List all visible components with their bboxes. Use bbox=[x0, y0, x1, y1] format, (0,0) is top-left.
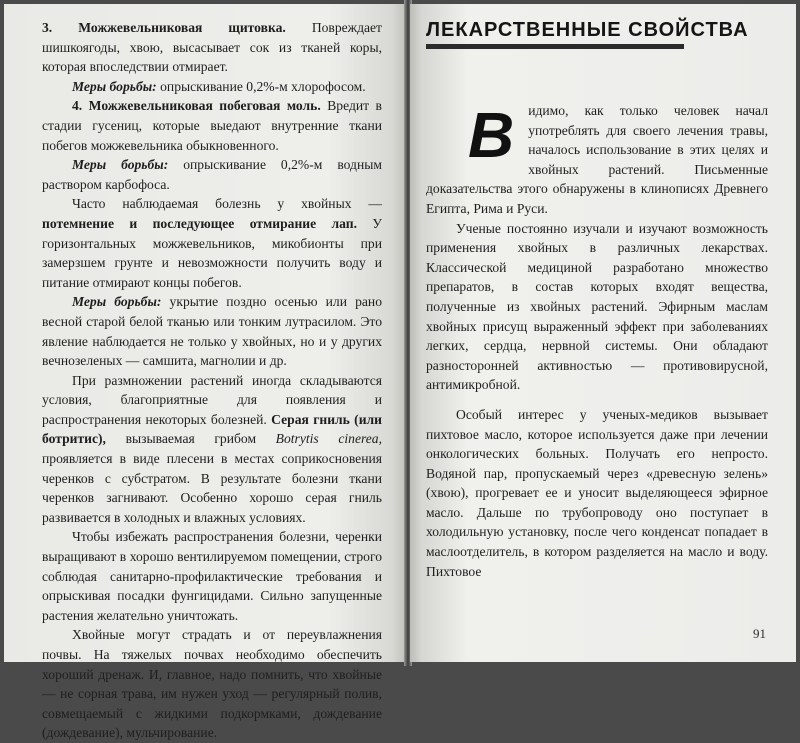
page-number: 91 bbox=[753, 626, 766, 641]
paragraph: 3. Можжевельниковая щитовка. Повреждает шишкоягоды, хвою, высасывает сок из тканей коры, которая впоследствии отмирает. bbox=[42, 20, 382, 75]
paragraph: Меры борьбы: опрыскивание 0,2%-м водным раствором карбофоса. bbox=[42, 157, 382, 192]
paragraph: Чтобы избежать распространения болезни, черенки выращивают в хорошо вентилируемом помещении, строго соблюдая санитарно-профилактические требования и опрыскивая посадки фунгицидами. Сильно запущенные растения желательно уничтожать. bbox=[42, 529, 382, 623]
paragraph: Ученые постоянно изучали и изучают возможность применения хвойных в различных лекарствах. Классической медициной разработано множество препаратов, в состав которых входят вещества, полученные из хвойных растений. Эфирным маслам хвойных присущ выраженный эффект при заболеваниях легких, сердца, нервной системы. Они обладают разносторонней активностью — противовирусной, антимикробной. bbox=[426, 220, 768, 393]
drop-cap: В bbox=[468, 99, 515, 171]
heading-underline bbox=[426, 44, 684, 49]
paragraph: Особый интерес у ученых-медиков вызывает пихтовое масло, которое используется даже при лечении онкологических больных. Получать его непросто. Водяной пар, пропускаемый через «древесную зелень» (хвою), прогревает ее и уносит выделяющееся эфирное масло. Дальше по трубопроводу оно поступает в холодильную установку, после чего конденсат попадает в маслоотделитель, в котором разделяется на масло и воду. Пихтовое bbox=[426, 406, 768, 579]
intro-block bbox=[426, 101, 768, 219]
paragraph: Хвойные могут страдать и от переувлажнения почвы. На тяжелых почвах необходимо обеспечить хороший дренаж. И, главное, надо помнить, что хвойные — не сорная трава, им нужен уход — регулярный полив, совмещаемый с жидкими подкормками, дождевание (дождевание), мульчирование. bbox=[42, 627, 382, 741]
paragraph: Часто наблюдаемая болезнь у хвойных — потемнение и последующее отмирание лап. У горизонтальных можжевельников, микобионты при замерзшем грунте и невозможности получить воду и питание отмирают концы побегов. bbox=[42, 196, 383, 290]
right-page bbox=[410, 4, 796, 662]
left-page bbox=[4, 4, 408, 741]
paragraph: Меры борьбы: укрытие поздно осенью или рано весной старой белой тканью или тонким лутрасилом. Это явление наблюдается не только у хвойных, но и у других вечнозеленых — самшита, магнолии и др. bbox=[42, 294, 382, 369]
paragraph: 4. Можжевельниковая побеговая моль. Вредит в стадии гусениц, которые выедают внутренние ткани побегов можжевельника обыкновенного. bbox=[42, 98, 382, 153]
paragraph: При размножении растений иногда складываются условия, благоприятные для появления и распространения некоторых болезней. Серая гниль (или ботритис), вызываемая грибом Botrytis cinerea, проявляется в виде плесени в местах соприкосновения черенков с субстратом. В результате болезни ткани черенков загнивают. Особенно хорошо серая гниль развивается в холодных и влажных условиях. bbox=[42, 372, 382, 525]
paragraph: Меры борьбы: опрыскивание 0,2%-м хлорофосом. bbox=[72, 78, 366, 94]
chapter-heading: ЛЕКАРСТВЕННЫЕ СВОЙСТВА bbox=[426, 19, 749, 41]
intro-paragraph: идимо, как только человек начал употреблять для своего лечения травы, началось использование в этих целях и хвойных растений. Письменные доказательства этого обнаружены в клинописях Древнего Египта, Рима и Руси. bbox=[426, 103, 768, 216]
